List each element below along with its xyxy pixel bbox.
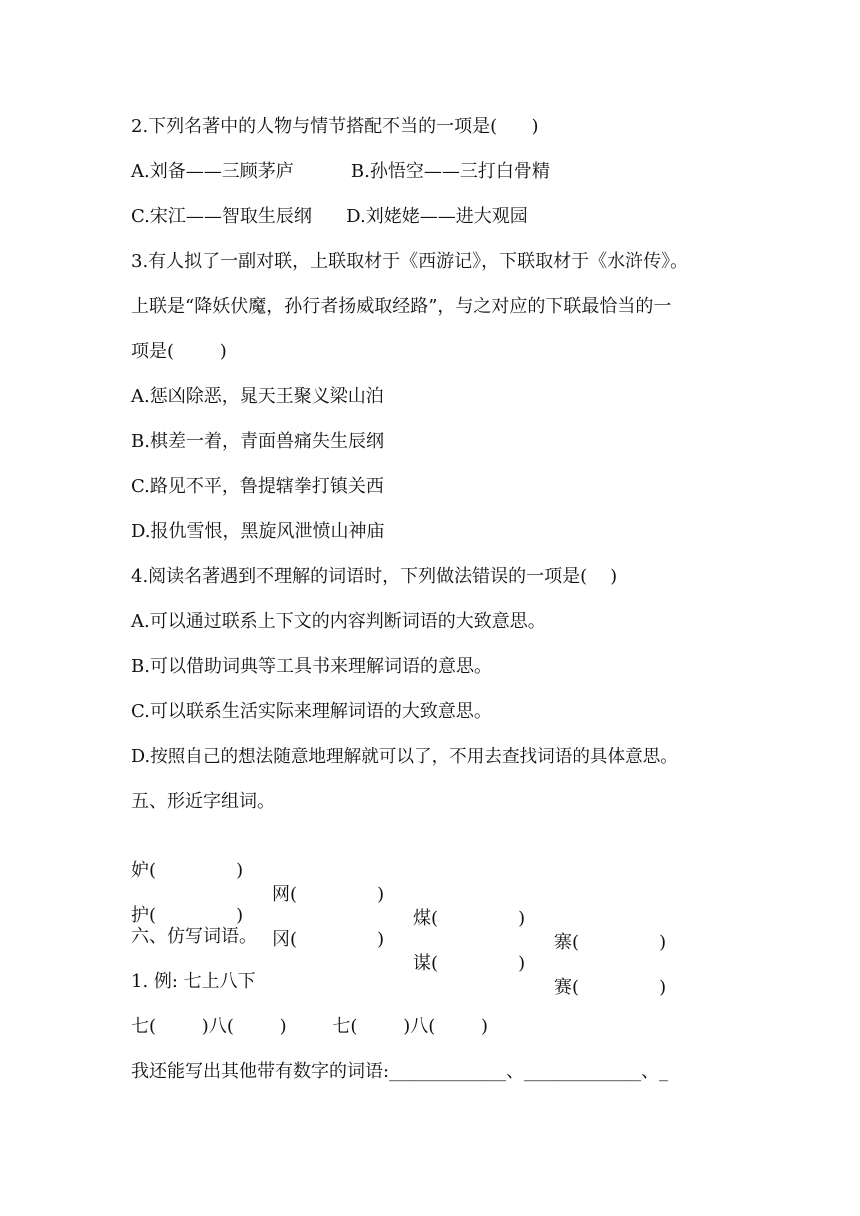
section6-more-words[interactable]: 我还能写出其他带有数字的词语:_____________、_____________、_: [131, 1061, 669, 1082]
word-blank[interactable]: 网( ): [272, 884, 385, 905]
q4-option-a: A.可以通过联系上下文的内容判断词语的大致意思。: [131, 611, 546, 632]
section5-title: 五、形近字组词。: [131, 791, 275, 812]
q4-option-d: D.按照自己的想法随意地理解就可以了，不用去查找词语的具体意思。: [131, 747, 678, 767]
word-blank[interactable]: 赛( ): [554, 977, 667, 998]
q2-options-ab: A.刘备——三顾茅庐 B.孙悟空——三打白骨精: [131, 161, 550, 182]
section6-example: 1. 例: 七上八下: [131, 971, 256, 992]
q3-stem-line1: 3.有人拟了一副对联，上联取材于《西游记》，下联取材于《水浒传》。: [131, 251, 689, 272]
q4-option-b: B.可以借助词典等工具书来理解词语的意思。: [131, 656, 492, 677]
q3-stem-line2: 上联是“降妖伏魔，孙行者扬威取经路”，与之对应的下联最恰当的一: [131, 296, 672, 317]
section6-blanks[interactable]: 七( )八( ) 七( )八( ): [131, 1016, 489, 1037]
word-blank[interactable]: 煤( ): [413, 908, 526, 929]
q3-option-b: B.棋差一着，青面兽痛失生辰纲: [131, 431, 384, 452]
q4-stem: 4.阅读名著遇到不理解的词语时，下列做法错误的一项是( ): [131, 566, 618, 587]
q4-option-c: C.可以联系生活实际来理解词语的大致意思。: [131, 701, 492, 722]
word-blank[interactable]: 谋( ): [413, 953, 526, 974]
word-blank[interactable]: 冈( ): [272, 929, 385, 950]
q3-option-a: A.惩凶除恶，晁天王聚义梁山泊: [131, 386, 384, 407]
q2-stem: 2.下列名著中的人物与情节搭配不当的一项是( ): [131, 116, 539, 137]
q2-options-cd: C.宋江——智取生辰纲 D.刘姥姥——进大观园: [131, 206, 528, 227]
q3-option-d: D.报仇雪恨，黑旋风泄愤山神庙: [131, 521, 385, 542]
q3-stem-line3: 项是( ): [131, 341, 227, 362]
q3-option-c: C.路见不平，鲁提辖拳打镇关西: [131, 476, 384, 497]
word-blank[interactable]: 妒( ): [131, 860, 244, 881]
word-blank[interactable]: 寨( ): [554, 932, 667, 953]
word-blank[interactable]: 护( ): [131, 905, 244, 926]
section6-title: 六、仿写词语。: [131, 926, 257, 947]
